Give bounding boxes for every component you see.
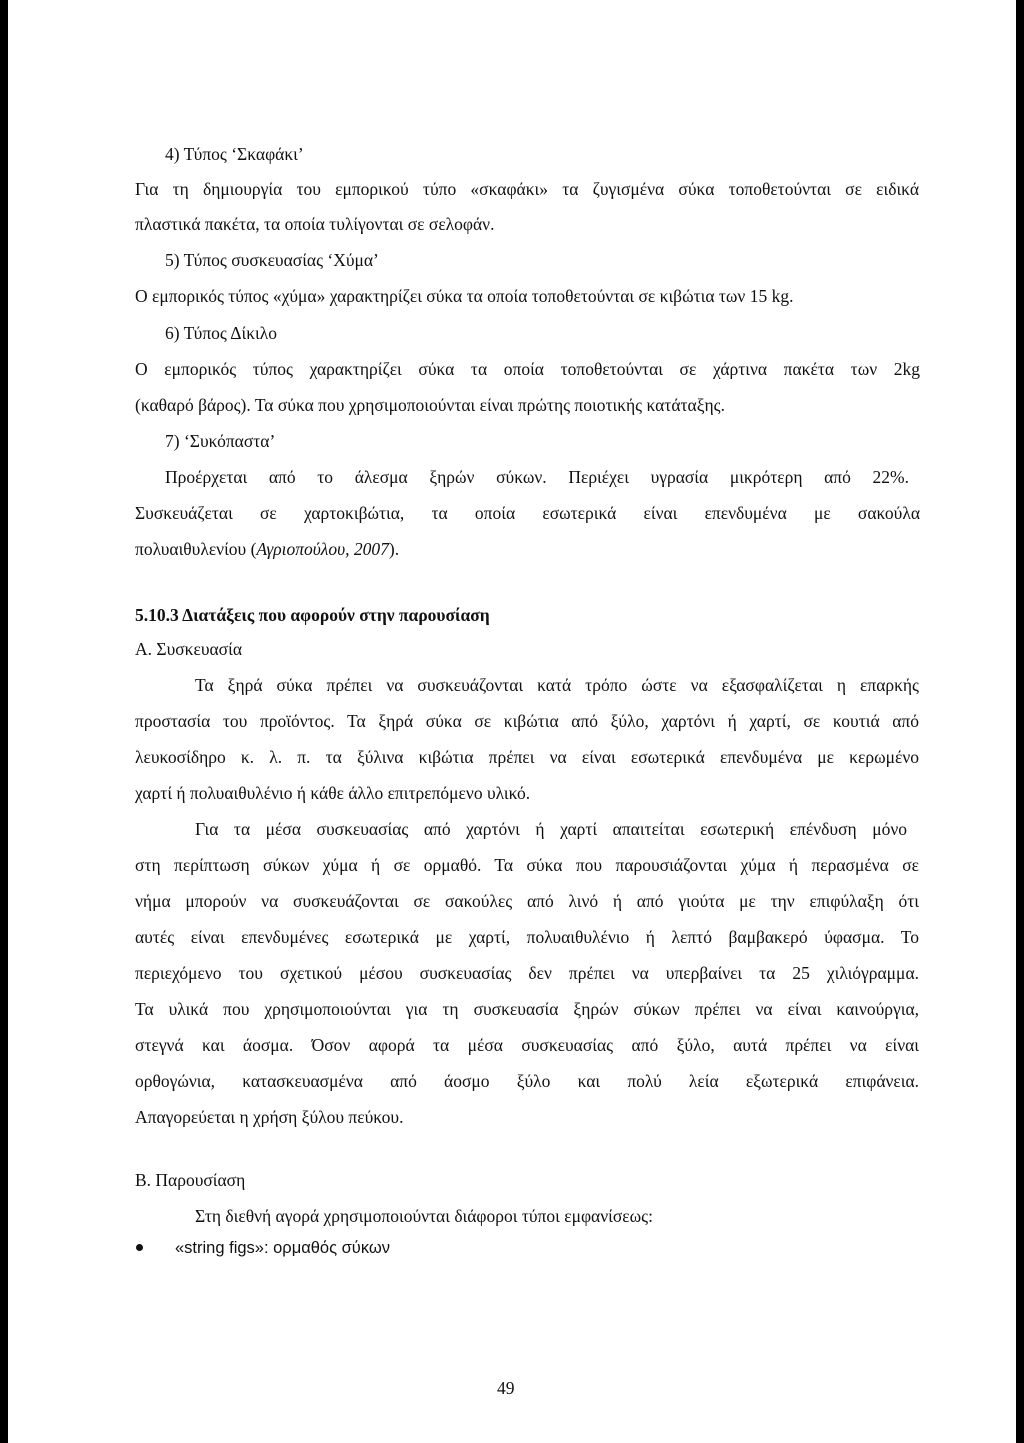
subsection-b-heading: Β. Παρουσίαση [135,1170,246,1190]
section-4-heading: 4) Τύπος ‘Σκαφάκι’ [165,144,304,164]
document-page [8,0,1016,1443]
section-7-heading: 7) ‘Συκόπαστα’ [165,431,276,451]
paragraph-line: (καθαρό βάρος). Τα σύκα που χρησιμοποιούνται είναι πρώτης ποιοτικής κατάταξης. [135,395,725,415]
paragraph-line: αυτές είναι επενδυμένες εσωτερικά με χαρτί, πολυαιθυλένιο ή λεπτό βαμβακερό ύφασμα. Το [135,927,919,947]
citation-suffix: ). [388,539,400,559]
paragraph-line: Τα υλικά που χρησιμοποιούνται για τη συσκευασία ξηρών σύκων πρέπει να είναι καινούργια, [135,999,919,1019]
paragraph-line: προστασία του προϊόντος. Τα ξηρά σύκα σε κιβώτια από ξύλο, χαρτόνι ή χαρτί, σε κουτιά από [135,711,919,731]
paragraph-line: λευκοσίδηρο κ. λ. π. τα ξύλινα κιβώτια πρέπει να είναι εσωτερικά επενδυμένα με κερωμένο [135,747,919,767]
section-5-10-3-heading: 5.10.3 Διατάξεις που αφορούν στην παρουσίαση [135,605,490,625]
paragraph-line: Τα ξηρά σύκα πρέπει να συσκευάζονται κατά τρόπο ώστε να εξασφαλίζεται η επαρκής [195,675,919,695]
paragraph-line: στη περίπτωση σύκων χύμα ή σε ορμαθό. Τα σύκα που παρουσιάζονται χύμα ή περασμένα σε [135,855,919,875]
paragraph-line: ορθογώνια, κατασκευασμένα από άοσμο ξύλο και πολύ λεία εξωτερικά επιφάνεια. [135,1071,919,1091]
paragraph-line: Συσκευάζεται σε χαρτοκιβώτια, τα οποία εσωτερικά είναι επενδυμένα με σακούλα [135,503,920,523]
paragraph-line: χαρτί ή πολυαιθυλένιο ή κάθε άλλο επιτρεπόμενο υλικό. [135,783,531,803]
paragraph-line: στεγνά και άοσμα. Όσον αφορά τα μέσα συσκευασίας από ξύλο, αυτά πρέπει να είναι [135,1035,919,1055]
section-5-heading: 5) Τύπος συσκευασίας ‘Χύμα’ [165,250,379,270]
paragraph-line: πλαστικά πακέτα, τα οποία τυλίγονται σε σελοφάν. [135,214,495,234]
section-6-heading: 6) Τύπος Δίκιλο [165,323,277,343]
paragraph-line: περιεχόμενο του σχετικού μέσου συσκευασίας δεν πρέπει να υπερβαίνει τα 25 χιλιόγραμμα. [135,963,919,983]
paragraph-line: Για τα μέσα συσκευασίας από χαρτόνι ή χαρτί απαιτείται εσωτερική επένδυση μόνο [195,819,907,839]
bullet-item-string-figs: «string figs»: ορμαθός σύκων [175,1239,391,1257]
paragraph-line: Απαγορεύεται η χρήση ξύλου πεύκου. [135,1107,404,1127]
paragraph-line-citation [135,538,399,560]
subsection-a-heading: Α. Συσκευασία [135,639,242,659]
paragraph-line: Ο εμπορικός τύπος «χύμα» χαρακτηρίζει σύκα τα οποία τοποθετούνται σε κιβώτια των 15 kg. [135,286,794,306]
citation-reference: Αγριοπούλου, 2007 [256,539,389,559]
paragraph-line: Για τη δημιουργία του εμπορικού τύπο «σκαφάκι» τα ζυγισμένα σύκα τοποθετούνται σε ειδικά [135,179,919,199]
page-number: 49 [497,1378,515,1398]
paragraph-line: Προέρχεται από το άλεσμα ξηρών σύκων. Περιέχει υγρασία μικρότερη από 22%. [165,467,909,487]
paragraph-line: Στη διεθνή αγορά χρησιμοποιούνται διάφοροι τύποι εμφανίσεως: [195,1206,653,1226]
paragraph-line: νήμα μπορούν να συσκευάζονται σε σακούλες από λινό ή από γιούτα με την επιφύλαξη ότι [135,891,919,911]
bullet-dot-icon [136,1244,143,1251]
paragraph-line: Ο εμπορικός τύπος χαρακτηρίζει σύκα τα οποία τοποθετούνται σε χάρτινα πακέτα των 2kg [135,359,920,379]
citation-prefix: πολυαιθυλενίου ( [135,539,257,559]
